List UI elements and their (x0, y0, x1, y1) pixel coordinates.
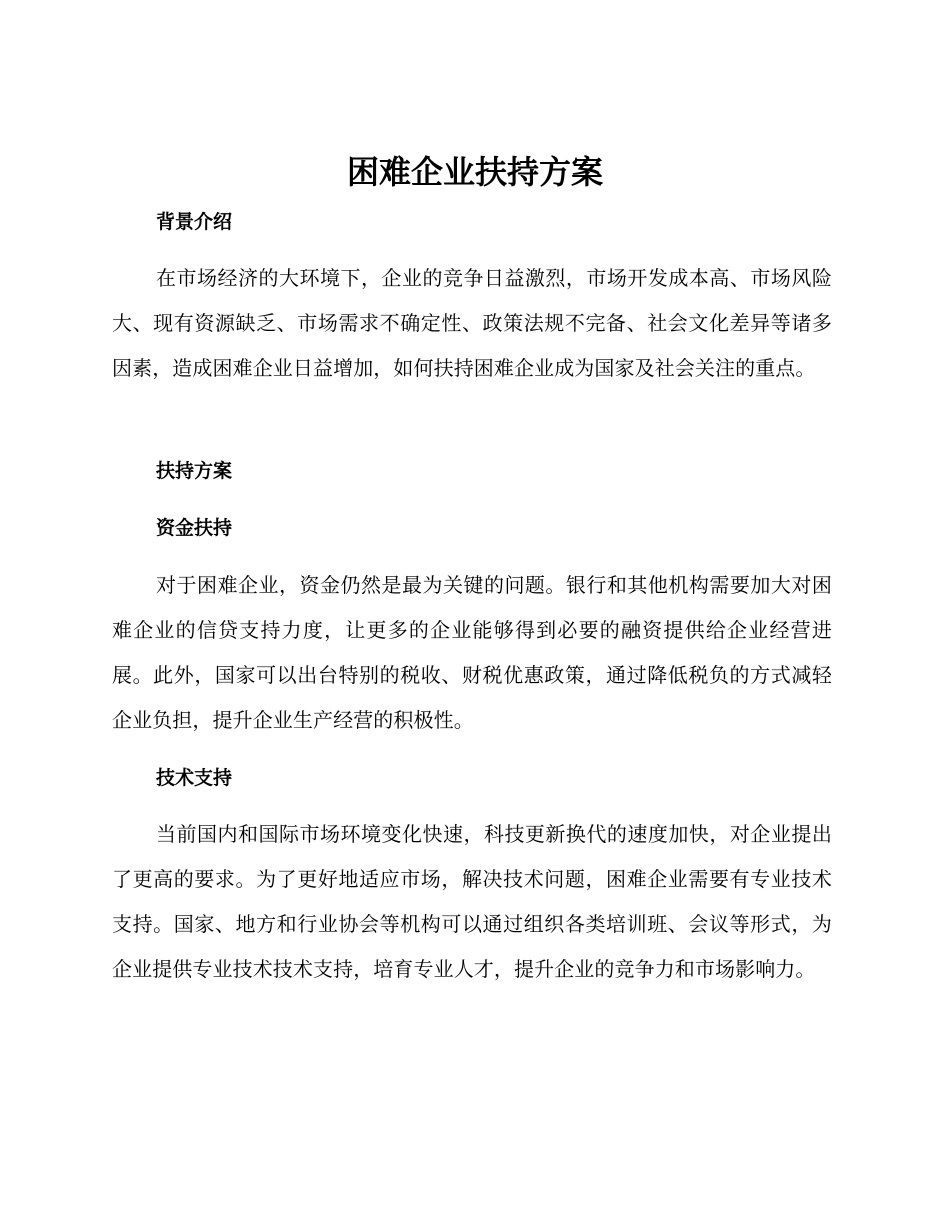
section-heading-support-plan: 扶持方案 (156, 460, 233, 482)
paragraph-technical-support: 当前国内和国际市场环境变化快速，科技更新换代的速度加快，对企业提出了更高的要求。为了更好地适应市场，解决技术问题，困难企业需要有专业技术支持。国家、地方和行业协会等机构可以通过组织各类培训班、会议等形式，为企业提供专业技术技术支持，培育专业人才，提升企业的竞争力和市场影响力。 (112, 822, 832, 981)
paragraph-funding: 对于困难企业，资金仍然是最为关键的问题。银行和其他机构需要加大对困难企业的信贷支持力度，让更多的企业能够得到必要的融资提供给企业经营进展。此外，国家可以出台特别的税收、财税优惠政策，通过降低税负的方式减轻企业负担，提升企业生产经营的积极性。 (112, 573, 832, 732)
paragraph-background: 在市场经济的大环境下，企业的竞争日益激烈，市场开发成本高、市场风险大、现有资源缺乏、市场需求不确定性、政策法规不完备、社会文化差异等诸多因素，造成困难企业日益增加，如何扶持困难企业成为国家及社会关注的重点。 (112, 266, 832, 380)
document-title: 困难企业扶持方案 (346, 153, 603, 191)
section-heading-background: 背景介绍 (156, 211, 233, 233)
subsection-heading-technical-support: 技术支持 (156, 767, 233, 789)
subsection-heading-funding: 资金扶持 (156, 517, 233, 539)
